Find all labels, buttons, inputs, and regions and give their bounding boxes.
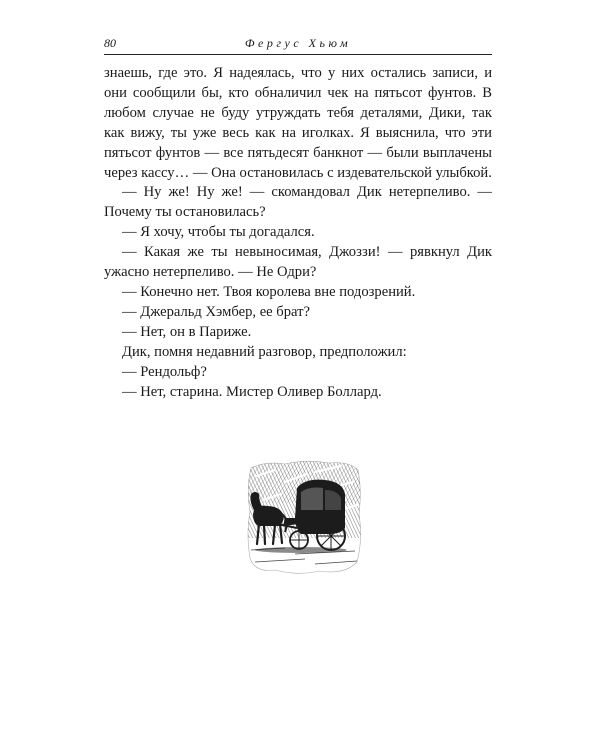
page-number: 80 [104,36,116,50]
running-header [104,36,492,55]
running-head-author: Фергус Хьюм [244,36,352,50]
paragraph: — Ну же! Ну же! — скомандовал Дик нетерпеливо. — Почему ты остановилась? [104,184,492,221]
paragraph: — Нет, старина. Мистер Оливер Боллард. [122,383,382,400]
carriage-illustration [245,458,363,578]
paragraph: — Я хочу, чтобы ты догадался. [122,224,315,241]
paragraph: — Джеральд Хэмбер, ее брат? [122,303,310,320]
paragraph: Дик, помня недавний разговор, предположил: [122,343,407,360]
paragraph: знаешь, где это. Я надеялась, что у них остались записи, и они сообщили бы, кто обналичил чек на пятьсот фунтов. В любом случае не буду утруждать тебя деталями, Дики, так как вижу, ты уже весь как на иголках. Я выяснила, что эти пятьсот фунтов — все пятьдесят банкнот — были выплачены через кассу… — Она остановилась с издевательской улыбкой. [104,65,492,181]
body-text [104,64,492,402]
paragraph: — Конечно нет. Твоя королева вне подозрений. [122,283,416,300]
paragraph: — Рендольф? [122,363,207,380]
paragraph: — Нет, он в Париже. [122,323,252,340]
carriage-engraving-icon [245,458,363,578]
paragraph: — Какая же ты невыносимая, Джоззи! — рявкнул Дик ужасно нетерпеливо. — Не Одри? [104,244,492,281]
